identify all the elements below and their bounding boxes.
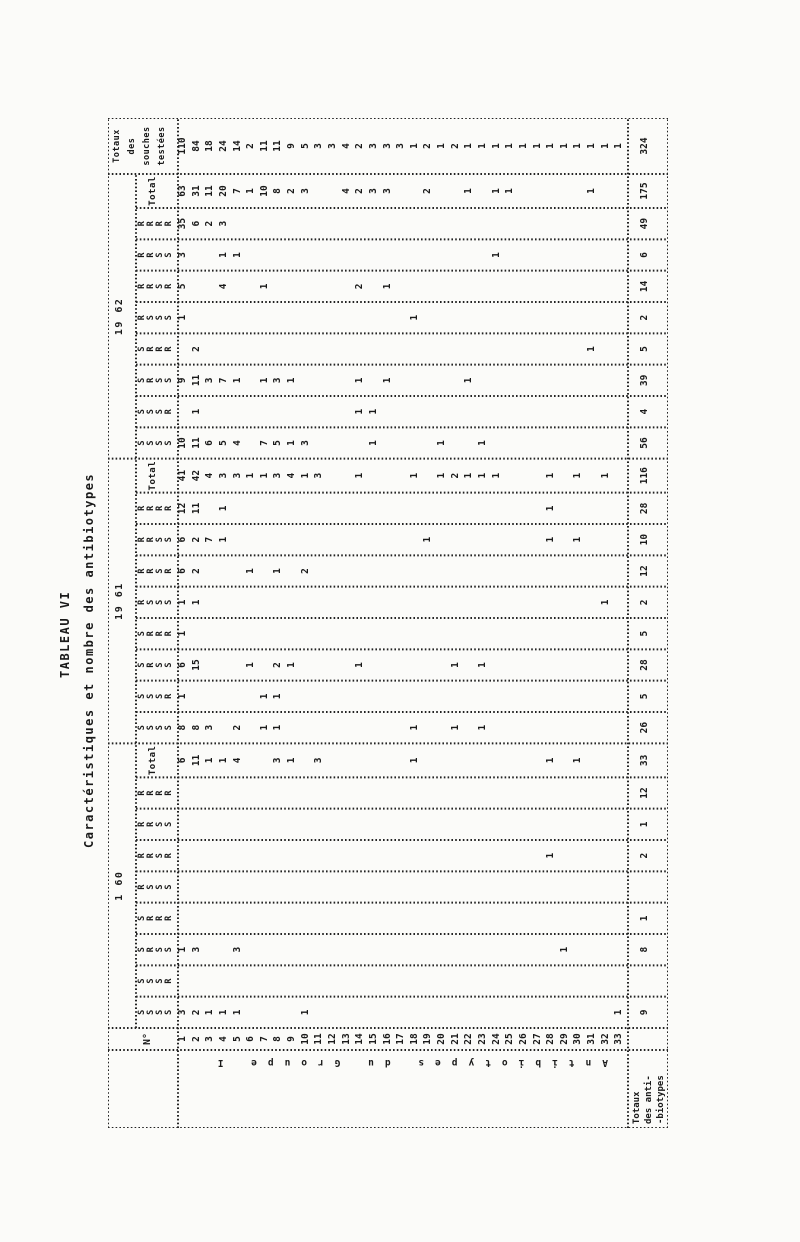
table-cell: 2 — [299, 568, 311, 574]
total-cell: 3 — [231, 472, 243, 479]
table-cell: 15 — [190, 659, 202, 671]
row-number: 13 — [340, 1033, 352, 1045]
table-cell: 1 — [586, 346, 598, 352]
total-col-header: Total — [148, 460, 158, 491]
tested-header: Totaux — [112, 129, 122, 163]
total-cell: 1 — [572, 757, 584, 764]
table-cell: 2 — [272, 662, 284, 668]
tested-cell: 3 — [381, 143, 393, 149]
table-cell: 6 — [177, 568, 188, 574]
antibiotype-code: S S S S — [137, 725, 174, 731]
total-cell: 4 — [286, 472, 298, 479]
totals-cell: 2 — [639, 599, 650, 606]
row-number: 8 — [272, 1036, 284, 1042]
antibiotype-code: S S S R — [137, 978, 174, 984]
table-cell: 2 — [231, 724, 243, 731]
row-number: 30 — [572, 1033, 584, 1045]
antibiotype-code: S S S R — [137, 409, 174, 415]
row-number: 20 — [436, 1033, 448, 1045]
antibiotype-code: R R S R — [137, 568, 174, 574]
table-title: TABLEAU VI — [58, 590, 72, 678]
totals-cell: 26 — [639, 721, 650, 734]
grand-total-cell: 116 — [639, 467, 650, 485]
table-cell: 1 — [272, 693, 284, 700]
total-cell: 3 — [272, 472, 284, 479]
table-cell: 2 — [190, 568, 202, 574]
total-cell: 3 — [381, 188, 393, 194]
totals-row-label: Totaux — [632, 1091, 642, 1124]
table-cell: 1 — [599, 599, 611, 606]
antibiotype-code: R R R R — [137, 221, 174, 227]
tested-cell: 1 — [490, 143, 502, 149]
tested-cell: 11 — [272, 140, 284, 152]
table-cell: 6 — [177, 536, 188, 543]
row-number: 27 — [531, 1033, 543, 1045]
row-number: 4 — [217, 1036, 229, 1042]
total-col-header: Total — [148, 176, 158, 206]
totals-cell: 12 — [639, 565, 650, 577]
antibiotype-code: S R R R — [137, 346, 174, 352]
table-cell: 1 — [477, 724, 488, 731]
tested-cell: 18 — [204, 140, 216, 152]
table-cell: 5 — [272, 440, 284, 446]
table-cell: 1 — [408, 724, 420, 731]
total-cell: 1 — [245, 188, 257, 194]
total-cell: 1 — [490, 188, 502, 194]
row-number: 33 — [613, 1033, 625, 1045]
totals-cell: 12 — [639, 787, 650, 799]
table-cell: 1 — [286, 662, 298, 668]
total-cell: 1 — [586, 188, 598, 194]
tested-cell: 1 — [558, 143, 570, 149]
totals-row-label: des anti- — [644, 1075, 654, 1124]
tested-cell: 1 — [586, 143, 598, 149]
table-cell: 1 — [245, 662, 257, 668]
row-number: 1 — [177, 1036, 188, 1042]
tested-cell: 4 — [340, 143, 352, 149]
table-cell: 10 — [177, 437, 188, 449]
tested-cell: 2 — [422, 143, 434, 149]
table-cell: 1 — [177, 314, 188, 321]
total-cell: 2 — [354, 188, 366, 194]
table-cell: 1 — [381, 283, 393, 290]
table-cell: 5 — [177, 283, 188, 290]
totals-cell: 56 — [639, 437, 650, 449]
table-cell: 1 — [367, 408, 379, 415]
table-cell: 1 — [217, 252, 229, 258]
tested-cell: 5 — [299, 143, 311, 149]
row-number: 3 — [204, 1036, 216, 1042]
antibiotype-code: S S S R — [137, 693, 174, 699]
antibiotype-code: R R S R — [137, 283, 174, 289]
total-cell: 1 — [217, 757, 229, 764]
tested-cell: 3 — [313, 143, 325, 149]
table-cell: 3 — [217, 220, 229, 227]
total-cell: 11 — [204, 185, 216, 197]
row-number: 17 — [395, 1033, 407, 1045]
total-col-header: Total — [148, 745, 158, 776]
tested-header: souches — [142, 126, 152, 166]
total-cell: 1 — [490, 472, 502, 479]
year-label: 19 62 — [114, 297, 125, 336]
table-cell: 1 — [258, 377, 270, 384]
total-cell: 1 — [477, 472, 488, 479]
tested-cell: 1 — [599, 143, 611, 149]
group-label: Antibiotypes du Groupe I — [206, 1057, 608, 1068]
total-cell: 3 — [313, 472, 325, 479]
tested-cell: 2 — [449, 143, 461, 149]
tested-cell: 24 — [217, 140, 229, 152]
tested-cell: 2 — [245, 143, 257, 149]
table-cell: 1 — [613, 1009, 625, 1016]
row-number: 29 — [558, 1033, 570, 1045]
total-cell: 2 — [422, 188, 434, 194]
antibiotype-code: R R S R — [137, 853, 174, 859]
table-cell: 12 — [177, 502, 188, 515]
row-number: 24 — [490, 1033, 502, 1045]
totals-cell: 28 — [639, 659, 650, 671]
tested-cell: 9 — [286, 143, 298, 149]
total-cell: 4 — [204, 472, 216, 479]
table-cell: 1 — [408, 314, 420, 321]
totals-cell: 10 — [639, 533, 650, 546]
table-cell: 1 — [190, 599, 202, 606]
table-cell: 1 — [299, 1009, 311, 1016]
table-cell: 1 — [436, 440, 448, 446]
table-cell: 1 — [258, 693, 270, 700]
table-cell: 1 — [190, 408, 202, 415]
table-cell: 4 — [231, 440, 243, 446]
antibiotype-code: R R S S — [137, 821, 174, 827]
row-number: 18 — [408, 1033, 420, 1045]
tested-cell: 1 — [545, 143, 557, 149]
total-cell: 10 — [258, 185, 270, 197]
row-number: 5 — [231, 1036, 243, 1042]
table-cell: 1 — [449, 724, 461, 731]
table-cell: 1 — [217, 536, 229, 543]
table-cell: 1 — [231, 377, 243, 384]
tested-cell: 1 — [463, 143, 475, 149]
total-cell: 1 — [572, 472, 584, 479]
table-cell: 1 — [204, 1009, 216, 1016]
antibiotype-code: S S S S — [137, 440, 174, 446]
tested-cell: 1 — [436, 143, 448, 149]
totals-cell: 1 — [639, 821, 650, 828]
table-cell: 5 — [217, 440, 229, 446]
table-cell: 1 — [217, 1009, 229, 1016]
totals-cell: 5 — [639, 346, 650, 352]
total-cell: 1 — [436, 472, 448, 479]
antibiotype-code: R R S S — [137, 252, 174, 258]
table-cell: 6 — [177, 662, 188, 668]
total-cell: 8 — [272, 188, 284, 194]
table-cell: 1 — [463, 377, 475, 384]
row-number: 7 — [258, 1036, 270, 1042]
table-cell: 1 — [258, 283, 270, 290]
table-cell: 1 — [545, 536, 557, 543]
table-cell: 7 — [204, 536, 216, 543]
table-cell: 1 — [217, 505, 229, 512]
total-cell: 1 — [545, 757, 557, 764]
total-cell: 1 — [408, 757, 420, 764]
table-cell: 1 — [354, 662, 366, 668]
total-cell: 1 — [299, 472, 311, 479]
total-cell: 3 — [217, 472, 229, 479]
row-number: 2 — [190, 1036, 202, 1042]
table-cell: 3 — [190, 946, 202, 953]
table-cell: 1 — [422, 536, 434, 543]
row-number: 26 — [517, 1033, 529, 1045]
table-cell: 2 — [204, 220, 216, 227]
tested-cell: 1 — [517, 143, 529, 149]
tested-cell: 2 — [354, 143, 366, 149]
totals-cell: 49 — [639, 217, 650, 230]
table-cell: 1 — [572, 536, 584, 543]
total-cell: 4 — [231, 757, 243, 764]
total-cell: 7 — [231, 188, 243, 194]
total-cell: 2 — [449, 472, 461, 479]
totals-cell: 6 — [639, 252, 650, 258]
antibiotype-code: R S S S — [137, 884, 174, 890]
table-cell: 1 — [477, 662, 488, 668]
row-number: 16 — [381, 1033, 393, 1045]
table-cell: 2 — [190, 1009, 202, 1016]
total-cell: 6 — [177, 757, 188, 764]
tested-cell: 1 — [572, 143, 584, 149]
table-cell: 2 — [190, 346, 202, 352]
table-cell: 3 — [299, 440, 311, 446]
antibiotype-code: R S S S — [137, 315, 174, 321]
total-cell: 1 — [204, 757, 216, 764]
total-cell: 4 — [340, 188, 352, 194]
total-cell: 1 — [599, 472, 611, 479]
table-cell: 7 — [217, 377, 229, 384]
table-cell: 35 — [177, 217, 188, 230]
row-number: 9 — [286, 1036, 298, 1042]
row-number: 31 — [586, 1033, 598, 1045]
totals-cell: 5 — [639, 693, 650, 700]
total-cell: 1 — [504, 188, 516, 194]
totals-cell: 28 — [639, 502, 650, 515]
tested-cell: 84 — [190, 140, 202, 152]
table-cell: 11 — [190, 374, 202, 387]
year-label: 1 60 — [114, 870, 125, 901]
total-cell: 3 — [299, 188, 311, 194]
table-cell: 8 — [177, 724, 188, 731]
table-cell: 1 — [245, 568, 257, 574]
table-titles — [58, 118, 108, 1128]
rotated-table — [58, 118, 668, 1128]
table-cell: 9 — [177, 377, 188, 384]
row-number: 15 — [367, 1033, 379, 1045]
tested-cell: 1 — [477, 143, 488, 149]
tested-cell: 3 — [367, 143, 379, 149]
total-cell: 1 — [245, 472, 257, 479]
total-cell: 1 — [258, 472, 270, 479]
tested-cell: 14 — [231, 140, 243, 152]
antibiotype-code: S S S S — [137, 1009, 174, 1015]
table-cell: 1 — [490, 252, 502, 258]
row-number: 22 — [463, 1033, 475, 1045]
tested-cell: 110 — [177, 137, 188, 155]
tested-cell: 3 — [327, 143, 338, 149]
table-cell: 1 — [367, 440, 379, 446]
totals-cell: 14 — [639, 280, 650, 293]
table-cell: 3 — [177, 1009, 188, 1016]
total-cell: 3 — [272, 757, 284, 764]
totals-cell: 4 — [639, 408, 650, 415]
table-cell: 1 — [231, 252, 243, 258]
table-cell: 11 — [190, 502, 202, 515]
table-cell: 1 — [545, 505, 557, 512]
table-cell: 6 — [190, 220, 202, 227]
tested-header: des — [127, 137, 137, 155]
total-cell: 3 — [367, 188, 379, 194]
totals-row-label: -biotypes — [656, 1075, 666, 1124]
totals-cell: 8 — [639, 946, 650, 953]
antibiotype-code: S R S S — [137, 377, 174, 383]
row-number: 6 — [245, 1036, 257, 1042]
table-cell: 1 — [177, 946, 188, 953]
tested-total-cell: 324 — [639, 137, 650, 155]
total-cell: 41 — [177, 469, 188, 482]
totals-cell: 2 — [639, 852, 650, 859]
row-number: 25 — [504, 1033, 516, 1045]
row-number: 10 — [299, 1033, 311, 1045]
data-table — [108, 118, 668, 1128]
table-cell: 2 — [354, 283, 366, 290]
table-cell: 7 — [258, 440, 270, 446]
total-cell: 63 — [177, 185, 188, 197]
totals-cell: 5 — [639, 630, 650, 637]
antibiotype-code: S R S S — [137, 947, 174, 953]
total-cell: 20 — [217, 185, 229, 197]
table-grid-lines — [108, 118, 668, 1128]
grand-total-cell: 175 — [639, 182, 650, 200]
antibiotype-code: R R S S — [137, 537, 174, 543]
table-cell: 8 — [190, 724, 202, 731]
row-number: 14 — [354, 1033, 366, 1045]
tested-cell: 1 — [613, 143, 625, 149]
table-cell: 6 — [204, 440, 216, 446]
table-cell: 1 — [177, 693, 188, 700]
table-cell: 1 — [231, 1009, 243, 1016]
total-cell: 1 — [354, 472, 366, 479]
year-label: 19 61 — [114, 582, 125, 620]
tested-cell: 11 — [258, 140, 270, 152]
table-subtitle: Caractéristiques et nombre des antibiotypes — [82, 472, 96, 848]
grand-total-cell: 33 — [639, 754, 650, 767]
total-cell: 3 — [313, 757, 325, 764]
antibiotype-code: S R S S — [137, 662, 174, 668]
total-cell: 2 — [286, 188, 298, 194]
table-cell: 1 — [272, 724, 284, 731]
row-number: 28 — [545, 1033, 557, 1045]
table-cell: 3 — [272, 377, 284, 384]
antibiotype-code: R S S S — [137, 599, 174, 605]
table-cell: 1 — [286, 440, 298, 446]
antibiotype-code: R R R R — [137, 790, 174, 796]
totals-cell: 39 — [639, 374, 650, 387]
table-cell: 1 — [477, 440, 488, 446]
table-cell: 3 — [204, 377, 216, 384]
table-cell: 3 — [231, 946, 243, 953]
row-number: 32 — [599, 1033, 611, 1045]
tested-cell: 1 — [408, 143, 420, 149]
row-number: 21 — [449, 1033, 461, 1045]
table-cell: 1 — [354, 408, 366, 415]
tested-cell: 1 — [504, 143, 516, 149]
table-cell: 4 — [217, 283, 229, 290]
table-cell: 2 — [190, 536, 202, 543]
total-cell: 1 — [463, 188, 475, 194]
totals-cell: 9 — [639, 1009, 650, 1016]
tested-header: testées — [157, 126, 167, 166]
row-number: 23 — [477, 1033, 488, 1045]
row-number-header: N° — [142, 1032, 153, 1046]
table-cell: 1 — [272, 568, 284, 574]
antibiotype-code: R R R R — [137, 505, 174, 511]
row-number: 12 — [327, 1033, 338, 1045]
row-number: 11 — [313, 1033, 325, 1045]
table-cell: 1 — [286, 377, 298, 384]
table-cell: 1 — [545, 852, 557, 859]
antibiotype-code: S R R R — [137, 631, 174, 637]
table-cell: 1 — [381, 377, 393, 384]
total-cell: 1 — [286, 757, 298, 764]
total-cell: 11 — [190, 754, 202, 767]
table-cell: 11 — [190, 437, 202, 449]
table-cell: 1 — [258, 724, 270, 731]
tested-cell: 1 — [531, 143, 543, 149]
table-cell: 1 — [177, 630, 188, 637]
total-cell: 1 — [545, 472, 557, 479]
table-cell: 1 — [354, 377, 366, 384]
tested-cell: 3 — [395, 143, 407, 149]
table-cell: 3 — [177, 252, 188, 258]
table-cell: 1 — [558, 946, 570, 953]
total-cell: 1 — [463, 472, 475, 479]
table-cell: 3 — [204, 724, 216, 731]
total-cell: 31 — [190, 185, 202, 197]
table-cell: 1 — [449, 662, 461, 668]
total-cell: 1 — [408, 472, 420, 479]
totals-cell: 1 — [639, 915, 650, 922]
totals-cell: 2 — [639, 314, 650, 321]
row-number: 19 — [422, 1033, 434, 1045]
total-cell: 42 — [190, 469, 202, 482]
table-cell: 1 — [177, 599, 188, 606]
antibiotype-code: S R R R — [137, 915, 174, 921]
